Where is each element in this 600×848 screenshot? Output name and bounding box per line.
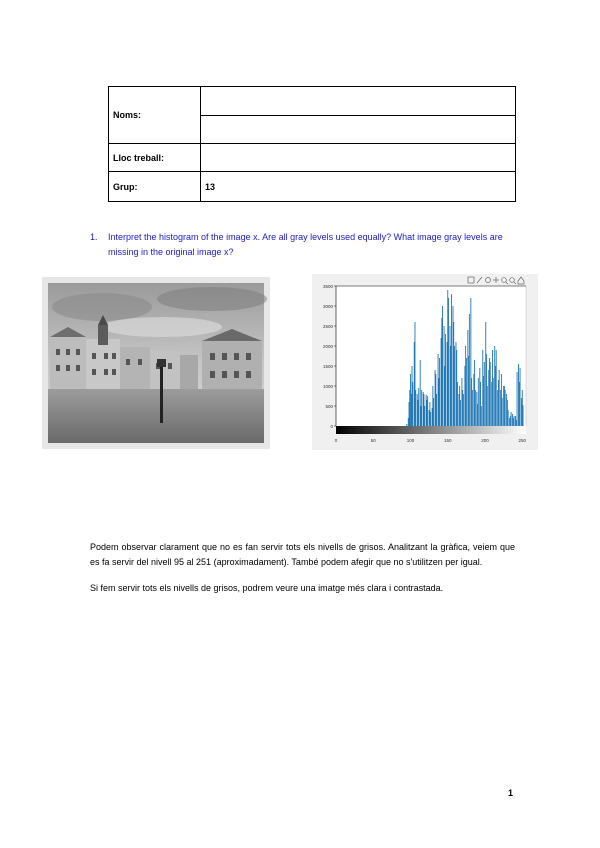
names-field-1[interactable] bbox=[201, 87, 516, 116]
workplace-field[interactable] bbox=[201, 144, 516, 172]
histogram-bar bbox=[406, 424, 407, 426]
histogram-bar bbox=[463, 394, 464, 426]
histogram-bar bbox=[481, 406, 482, 426]
histogram-bar bbox=[430, 412, 431, 426]
x-tick-label: 50 bbox=[370, 438, 376, 443]
names-label: Noms: bbox=[109, 87, 201, 144]
histogram-figure bbox=[312, 274, 538, 450]
pan-icon[interactable] bbox=[493, 277, 499, 283]
histogram-bar bbox=[517, 372, 518, 426]
histogram-bar bbox=[523, 405, 524, 426]
histogram-bar bbox=[457, 382, 458, 426]
y-tick-label: 2000 bbox=[322, 344, 333, 349]
zoom-out-icon[interactable] bbox=[510, 278, 516, 284]
x-tick-label: 250 bbox=[518, 438, 527, 443]
x-tick-labels bbox=[335, 438, 527, 443]
histogram-bar bbox=[442, 306, 443, 426]
histogram-bar bbox=[487, 386, 488, 426]
histogram-bar bbox=[415, 390, 416, 426]
x-tick-label: 150 bbox=[444, 438, 452, 443]
rotate-icon[interactable] bbox=[486, 278, 491, 283]
histogram-bar bbox=[493, 378, 494, 426]
group-label: Grup: bbox=[109, 172, 201, 202]
histogram-bar bbox=[412, 382, 413, 426]
answer-text bbox=[90, 540, 515, 608]
y-tick-labels bbox=[323, 284, 336, 429]
histogram-bar bbox=[490, 362, 491, 426]
workplace-label: Lloc treball: bbox=[109, 144, 201, 172]
histogram-bar bbox=[439, 358, 440, 426]
histogram-bar bbox=[511, 412, 512, 426]
histogram-bar bbox=[424, 406, 425, 426]
group-value[interactable]: 13 bbox=[201, 172, 516, 202]
zoom-in-icon[interactable] bbox=[502, 278, 508, 284]
histogram-bar bbox=[502, 398, 503, 426]
histogram-bar bbox=[454, 346, 455, 426]
student-info-table bbox=[108, 86, 516, 202]
histogram-bar bbox=[499, 370, 500, 426]
y-tick-label: 0 bbox=[330, 424, 333, 429]
histogram-bar bbox=[475, 390, 476, 426]
home-icon[interactable] bbox=[518, 277, 524, 284]
histogram-bar bbox=[466, 358, 467, 426]
gray-colorbar bbox=[336, 426, 526, 434]
histogram-bar bbox=[496, 350, 497, 426]
histogram-bar bbox=[508, 410, 509, 426]
histogram-bar bbox=[436, 394, 437, 426]
answer-paragraph-2: Si fem servir tots els nivells de grisos, podrem veure una imatge més clara i contrastada. bbox=[90, 583, 444, 593]
histogram-bar bbox=[520, 368, 521, 426]
figure-toolbar[interactable] bbox=[468, 277, 524, 284]
city-square-photo bbox=[42, 277, 270, 449]
y-tick-label: 3000 bbox=[322, 304, 333, 309]
histogram-bar bbox=[445, 334, 446, 426]
answer-paragraph-1: Podem observar clarament que no es fan servir tots els nivells de grisos. Analitzant la gràfica, veiem que es fa servir del nivell 95 al 251 (aproximadament). També podem afegir que no s'utilitzen per igual. bbox=[90, 542, 515, 567]
x-tick-label: 0 bbox=[334, 438, 338, 443]
histogram-bar bbox=[484, 362, 485, 426]
histogram-bar bbox=[418, 388, 419, 426]
histogram-bar bbox=[427, 396, 428, 426]
y-tick-label: 2500 bbox=[322, 324, 333, 329]
data-tips-icon[interactable] bbox=[468, 277, 474, 283]
histogram-bar bbox=[448, 298, 449, 426]
x-tick-label: 100 bbox=[406, 438, 415, 443]
histogram-bar bbox=[478, 378, 479, 426]
histogram-bar bbox=[451, 294, 452, 426]
histogram-bar bbox=[469, 314, 470, 426]
brush-icon[interactable] bbox=[477, 277, 482, 283]
x-tick-label: 200 bbox=[481, 438, 489, 443]
histogram-bar bbox=[514, 416, 515, 426]
histogram-bar bbox=[433, 398, 434, 426]
histogram-bar bbox=[472, 390, 473, 426]
histogram-chart bbox=[312, 274, 538, 450]
histogram-bar bbox=[460, 400, 461, 426]
y-tick-label: 500 bbox=[325, 404, 333, 409]
page-number: 1 bbox=[508, 788, 514, 798]
y-tick-label: 1000 bbox=[322, 384, 333, 389]
histogram-bar bbox=[421, 390, 422, 426]
question-number: 1. bbox=[90, 232, 98, 242]
y-tick-label: 3500 bbox=[322, 284, 333, 289]
question-text: Interpret the histogram of the image x. Are all gray levels used equally? What image gray levels are missing in the original image x? bbox=[108, 232, 503, 257]
y-tick-label: 1500 bbox=[322, 364, 333, 369]
names-field-2[interactable] bbox=[201, 116, 516, 144]
histogram-bar bbox=[505, 390, 506, 426]
